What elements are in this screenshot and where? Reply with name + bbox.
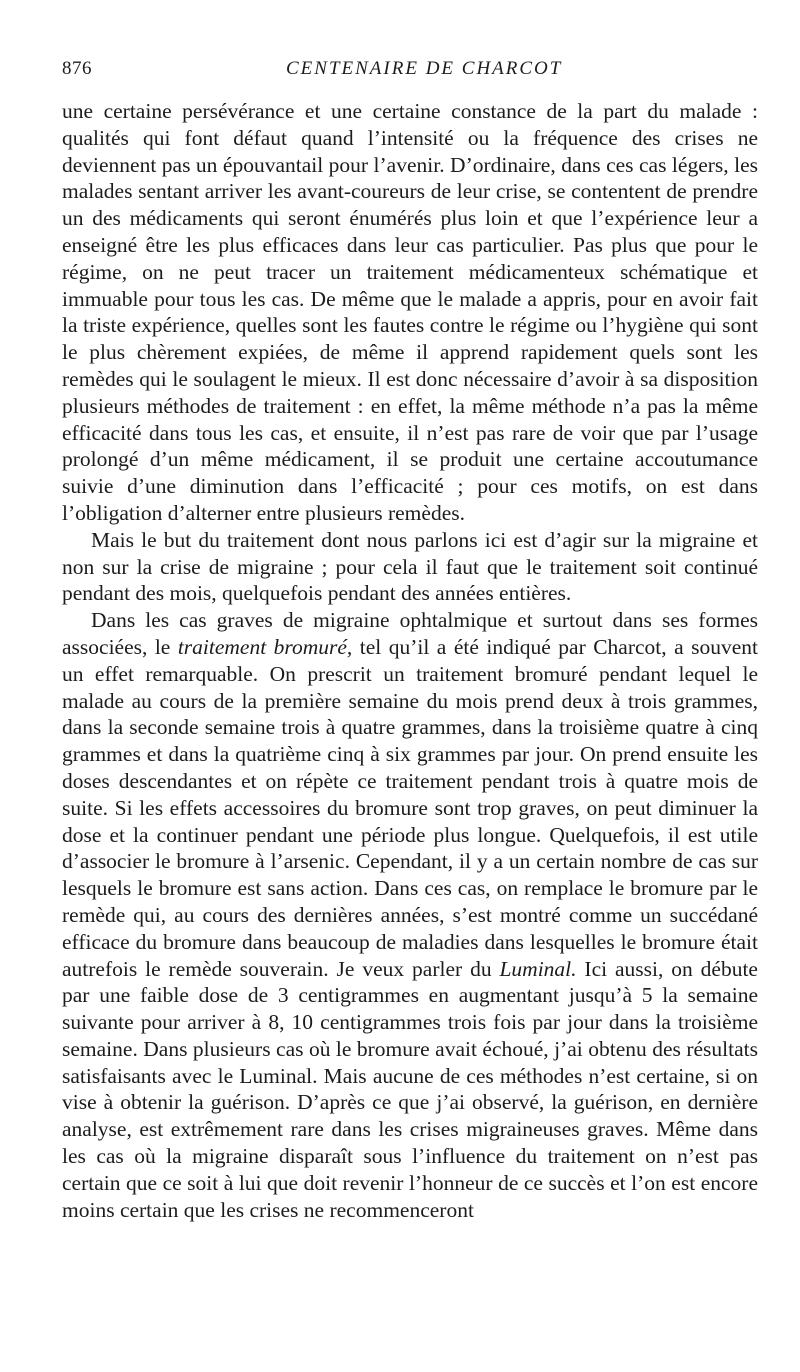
- paragraph-text: Mais le but du traitement dont nous parlons ici est d’agir sur la migraine et non sur la crise de migraine ; pour cela il faut que le traitement soit continué pendant des mois, quelquefois pendant des années entières.: [62, 527, 758, 606]
- paragraph-text: tel qu’il a été indiqué par Charcot, a souvent un effet remarquable. On prescrit un traitement bromuré pendant lequel le malade au cours de la première semaine du mois prend deux à trois grammes, dans la seconde semaine trois à quatre grammes, dans la troisième quatre à cinq grammes et dans la quatrième cinq à six grammes par jour. On prend ensuite les doses descendantes et on répète ce traitement pendant trois à quatre mois de suite. Si les effets accessoires du bromure sont trop graves, on peut diminuer la dose et la continuer pendant une période plus longue. Quelquefois, il est utile d’associer le bromure à l’arsenic. Cependant, il y a un certain nombre de cas sur lesquels le bromure est sans action. Dans ces cas, on remplace le bromure par le remède qui, au cours des dernières années, s’est montré comme un succédané efficace du bromure dans beaucoup de maladies dans lesquelles le bromure était autrefois le remède souverain. Je veux parler du: [62, 634, 759, 981]
- page-number: 876: [62, 58, 92, 79]
- paragraph-text: une certaine persévérance et une certaine constance de la part du malade : qualités qui font défaut quand l’intensité ou la fréquence des crises ne deviennent pas un épouvantail pour l’avenir. D’ordinaire, dans ces cas légers, les malades sentant arriver les avant-coureurs de leur crise, se contentent de prendre un des médicaments qui seront énumérés plus loin et que l’expérience leur a enseigné être les plus efficaces dans leur cas particulier. Pas plus que pour le régime, on ne peut tracer un traitement médicamenteux schématique et immuable pour tous les cas. De même que le malade a appris, pour en avoir fait la triste expérience, quelles sont les fautes contre le régime ou l’hygiène qui sont le plus chèrement expiées, de même il apprend rapidement quels sont les remèdes qui le soulagent le mieux. Il est donc nécessaire d’avoir à sa disposition plusieurs méthodes de traitement : en effet, la même méthode n’a pas la même efficacité dans tous les cas, et ensuite, il n’est pas rare de voir que par l’usage prolongé d’un même médicament, il se produit une certaine accoutumance suivie d’une diminution dans l’efficacité ; pour ces motifs, on est dans l’obligation d’alterner entre plusieurs remèdes.: [62, 99, 758, 525]
- running-header: [62, 58, 758, 88]
- paragraph-2: [62, 527, 758, 607]
- paragraph-1: [62, 98, 758, 527]
- paragraph-3: [62, 607, 758, 1223]
- body-text: [62, 98, 758, 1223]
- running-title: CENTENAIRE DE CHARCOT: [286, 58, 563, 79]
- italic-term-traitement-bromure: traitement bromuré,: [177, 634, 353, 659]
- paragraph-text: Dans les cas graves de migraine ophtalmique et surtout dans ses formes associées, le: [62, 608, 758, 659]
- paragraph-text: Ici aussi, on débute par une faible dose de 3 centigrammes en augmentant jusqu’à 5 la semaine suivante pour arriver à 8, 10 centigrammes trois fois par jour dans la troisième semaine. Dans plusieurs cas où le bromure avait échoué, j’ai obtenu des résultats satisfaisants avec le Luminal. Mais aucune de ces méthodes n’est certaine, si on vise à obtenir la guérison. D’après ce que j’ai observé, la guérison, en dernière analyse, est extrêmement rare dans les crises migraineuses graves. Même dans les cas où la migraine disparaît sous l’influence du traitement on n’est pas certain que ce soit à lui que doit revenir l’honneur de ce succès et l’on est encore moins certain que les crises ne recommenceront: [62, 956, 758, 1222]
- italic-term-luminal: Luminal.: [499, 956, 577, 981]
- book-page: [62, 58, 758, 1223]
